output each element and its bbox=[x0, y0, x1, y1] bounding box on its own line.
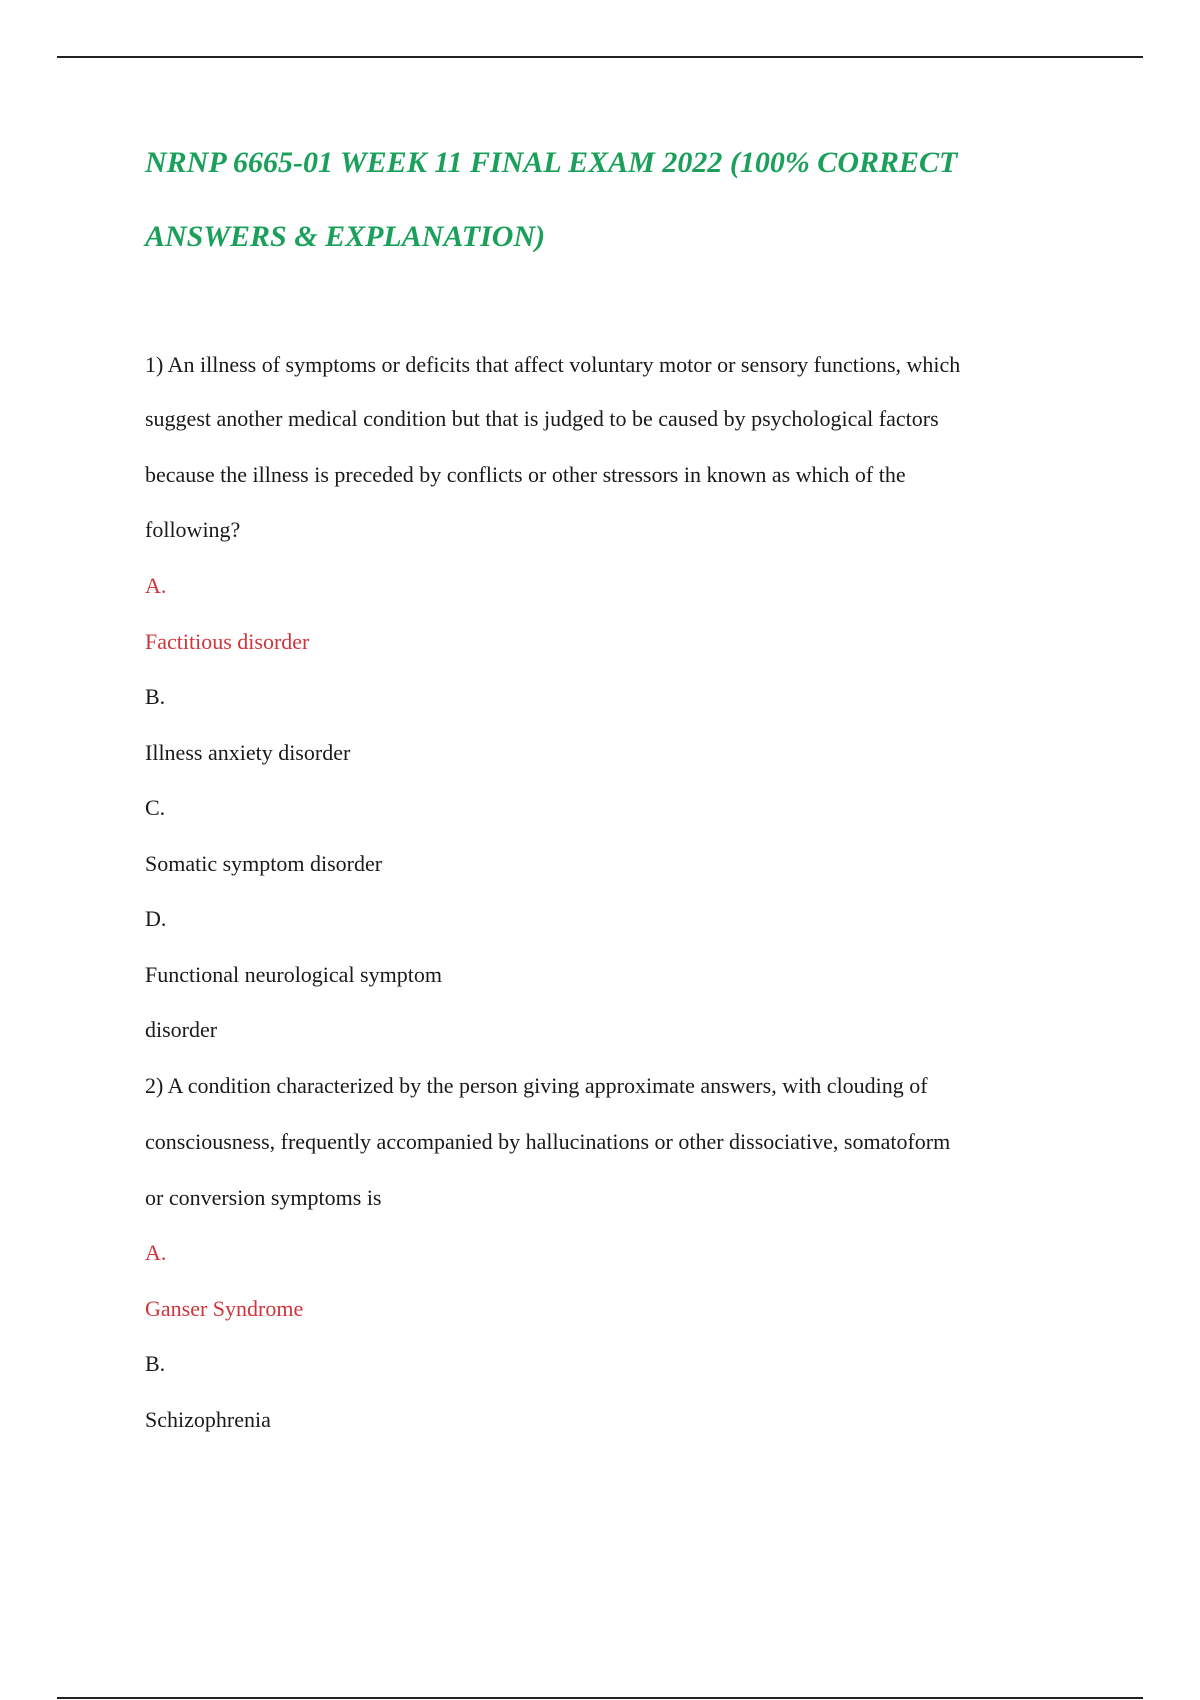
document-title-line-2: ANSWERS & EXPLANATION) bbox=[145, 220, 546, 253]
question-1-text-line-3: because the illness is preceded by conflicts or other stressors in known as which of the bbox=[145, 462, 906, 487]
question-1-option-a-letter: A. bbox=[145, 573, 167, 598]
question-1-text-line-4: following? bbox=[145, 517, 241, 542]
question-1-option-d-answer-line-1: Functional neurological symptom bbox=[145, 962, 442, 987]
question-2-option-a-answer: Ganser Syndrome bbox=[145, 1296, 304, 1321]
document-title-line-1: NRNP 6665-01 WEEK 11 FINAL EXAM 2022 (100% CORRECT bbox=[145, 146, 958, 179]
question-2-option-b-letter: B. bbox=[145, 1351, 166, 1376]
question-1-option-a-answer: Factitious disorder bbox=[145, 629, 310, 654]
question-2-text-line-2: consciousness, frequently accompanied by hallucinations or other dissociative, somatoform bbox=[145, 1129, 951, 1154]
question-2-text-line-1: 2) A condition characterized by the person giving approximate answers, with clouding of bbox=[145, 1073, 928, 1098]
question-1-text-line-2: suggest another medical condition but that is judged to be caused by psychological factors bbox=[145, 406, 939, 431]
header-rule bbox=[57, 56, 1143, 58]
question-1-option-b-letter: B. bbox=[145, 684, 166, 709]
question-1-option-d-letter: D. bbox=[145, 906, 167, 931]
question-1-option-c-letter: C. bbox=[145, 795, 166, 820]
question-1-option-b-answer: Illness anxiety disorder bbox=[145, 740, 351, 765]
question-1-option-d-answer-line-2: disorder bbox=[145, 1017, 218, 1042]
question-2-option-a-letter: A. bbox=[145, 1240, 167, 1265]
question-1-option-c-answer: Somatic symptom disorder bbox=[145, 851, 383, 876]
question-2-text-line-3: or conversion symptoms is bbox=[145, 1185, 382, 1210]
question-1-text-line-1: 1) An illness of symptoms or deficits that affect voluntary motor or sensory functions, which bbox=[145, 352, 961, 377]
footer-rule bbox=[57, 1697, 1143, 1699]
question-2-option-b-answer: Schizophrenia bbox=[145, 1407, 271, 1432]
